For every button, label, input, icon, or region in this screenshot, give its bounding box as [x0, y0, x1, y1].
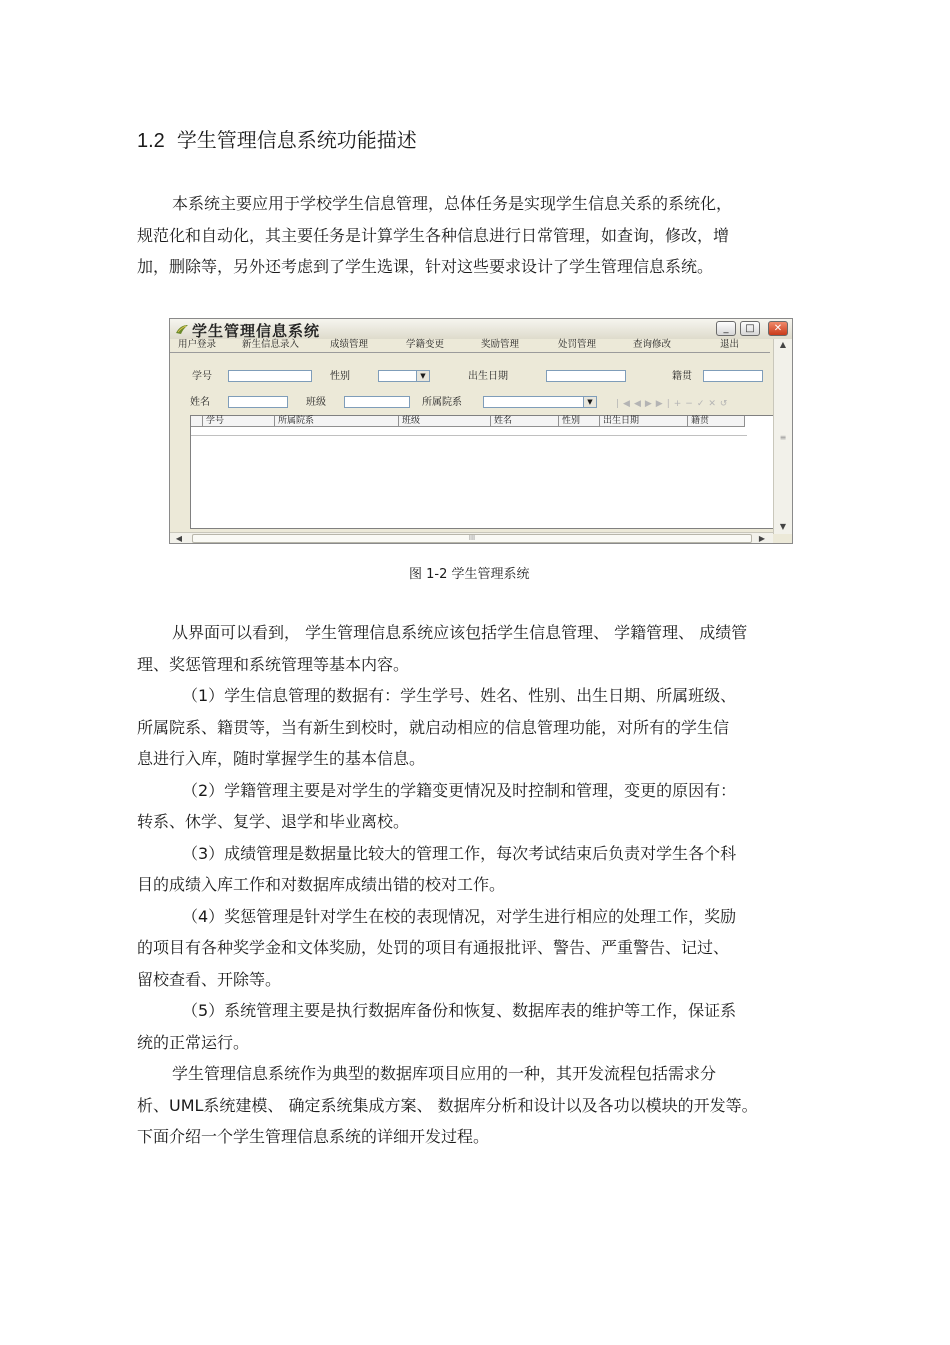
- menu-item-new-student[interactable]: 新生信息录入: [242, 339, 300, 350]
- body-line: 转系、休学、复学、退学和毕业离校。: [137, 812, 410, 831]
- vertical-scrollbar[interactable]: [773, 339, 792, 534]
- body-line: 析、UML系统建模、 确定系统集成方案、 数据库分析和设计以及各功以模块的开发等。: [137, 1095, 758, 1115]
- body-line: （3）成绩管理是数据量比较大的管理工作，每次考试结束后负责对学生各个科: [182, 843, 737, 863]
- birth-date-label: 出生日期: [468, 371, 508, 382]
- body-line: 留校查看、开除等。: [137, 969, 282, 989]
- body-line: 从界面可以看到， 学生管理信息系统应该包括学生信息管理、 学籍管理、 成绩管: [172, 623, 748, 642]
- intro-paragraph: [137, 188, 837, 283]
- section-title: 学生管理信息系统功能描述: [176, 128, 417, 152]
- window-title: 学生管理信息系统: [192, 322, 321, 340]
- grid-col-gender[interactable]: 性别: [559, 416, 600, 427]
- maximize-icon[interactable]: □: [740, 321, 760, 336]
- department-label: 所属院系: [422, 397, 462, 408]
- menu-item-status-change[interactable]: 学籍变更: [406, 339, 445, 350]
- grid-col-birth-date[interactable]: 出生日期: [600, 416, 688, 427]
- body-paragraphs: [137, 617, 837, 1153]
- grid-corner: [191, 416, 203, 427]
- horizontal-scrollbar[interactable]: [170, 532, 773, 544]
- student-data-grid[interactable]: [190, 415, 775, 529]
- name-input[interactable]: [228, 396, 288, 408]
- grid-col-native-place[interactable]: 籍贯: [688, 416, 745, 427]
- minimize-icon[interactable]: _: [716, 321, 736, 336]
- record-navigation-icon[interactable]: |◀◀▶▶|+−✓✕↺: [616, 399, 732, 409]
- grid-col-class[interactable]: 班级: [399, 416, 491, 427]
- body-line: 所属院系、籍贯等，当有新生到校时，就启动相应的信息管理功能，对所有的学生信: [137, 717, 730, 737]
- body-line: （2）学籍管理主要是对学生的学籍变更情况及时控制和管理，变更的原因有：: [182, 780, 737, 800]
- scroll-thumb[interactable]: III: [192, 534, 752, 543]
- menu-bar: [170, 339, 770, 351]
- birth-date-input[interactable]: [546, 370, 626, 382]
- form-area: [170, 353, 770, 533]
- grid-col-student-id[interactable]: 学号: [203, 416, 275, 427]
- grid-col-department[interactable]: 所属院系: [275, 416, 399, 427]
- class-label: 班级: [306, 397, 326, 408]
- student-id-label: 学号: [192, 371, 212, 382]
- chevron-down-icon[interactable]: ▼: [416, 371, 429, 381]
- body-line: 学生管理信息系统作为典型的数据库项目应用的一种，其开发流程包括需求分: [172, 1064, 717, 1083]
- scroll-left-icon[interactable]: ◀: [175, 534, 183, 543]
- section-number: 1.2: [137, 130, 165, 152]
- body-line: （1）学生信息管理的数据有：学生学号、姓名、性别、出生日期、所属班级、: [182, 686, 737, 705]
- body-line: 的项目有各种奖学金和文体奖励，处罚的项目有通报批评、警告、严重警告、记过、: [137, 938, 730, 957]
- body-line: 息进行入库，随时掌握学生的基本信息。: [137, 749, 426, 768]
- menu-item-exit[interactable]: 退出: [720, 339, 740, 350]
- intro-line: 加，删除等，另外还考虑到了学生选课，针对这些要求设计了学生管理信息系统。: [137, 257, 714, 276]
- menu-item-login[interactable]: 用户登录: [178, 339, 217, 350]
- intro-line: 本系统主要应用于学校学生信息管理，总体任务是实现学生信息关系的系统化，: [172, 194, 733, 213]
- menu-item-penalties[interactable]: 处罚管理: [558, 339, 597, 350]
- body-line: 理、奖惩管理和系统管理等基本内容。: [137, 654, 410, 674]
- window-titlebar: [170, 319, 792, 339]
- menu-item-grades[interactable]: 成绩管理: [330, 339, 369, 350]
- body-line: 目的成绩入库工作和对数据库成绩出错的校对工作。: [137, 875, 506, 894]
- student-id-input[interactable]: [228, 370, 312, 382]
- scroll-up-icon[interactable]: ▲: [779, 340, 787, 349]
- body-line: （4）奖惩管理是针对学生在校的表现情况，对学生进行相应的处理工作，奖励: [182, 906, 737, 926]
- figure-caption: 图 1-2 学生管理系统: [409, 567, 530, 582]
- body-line: 统的正常运行。: [137, 1032, 250, 1052]
- scroll-right-icon[interactable]: ▶: [758, 534, 766, 543]
- grid-col-name[interactable]: 姓名: [491, 416, 559, 427]
- native-place-input[interactable]: [703, 370, 763, 382]
- table-row[interactable]: [191, 427, 747, 436]
- close-icon[interactable]: ✕: [768, 321, 788, 336]
- scroll-grip-icon[interactable]: ≡: [779, 433, 787, 442]
- app-logo-icon: [175, 323, 189, 335]
- scroll-down-icon[interactable]: ▼: [779, 522, 787, 531]
- chevron-down-icon[interactable]: ▼: [583, 397, 596, 407]
- menu-item-query-edit[interactable]: 查询修改: [633, 339, 672, 350]
- body-line: 下面介绍一个学生管理信息系统的详细开发过程。: [137, 1127, 490, 1146]
- gender-label: 性别: [330, 371, 350, 382]
- gender-select[interactable]: [378, 370, 430, 382]
- class-input[interactable]: [344, 396, 410, 408]
- grid-header: [191, 416, 774, 427]
- department-select[interactable]: [483, 396, 597, 408]
- native-place-label: 籍贯: [672, 371, 692, 382]
- figure-app-window: [169, 318, 793, 544]
- intro-line: 规范化和自动化，其主要任务是计算学生各种信息进行日常管理，如查询，修改，增: [137, 225, 730, 245]
- section-heading: [137, 126, 417, 155]
- menu-item-rewards[interactable]: 奖励管理: [481, 339, 520, 350]
- name-label: 姓名: [190, 397, 210, 408]
- body-line: （5）系统管理主要是执行数据库备份和恢复、数据库表的维护等工作，保证系: [182, 1001, 737, 1020]
